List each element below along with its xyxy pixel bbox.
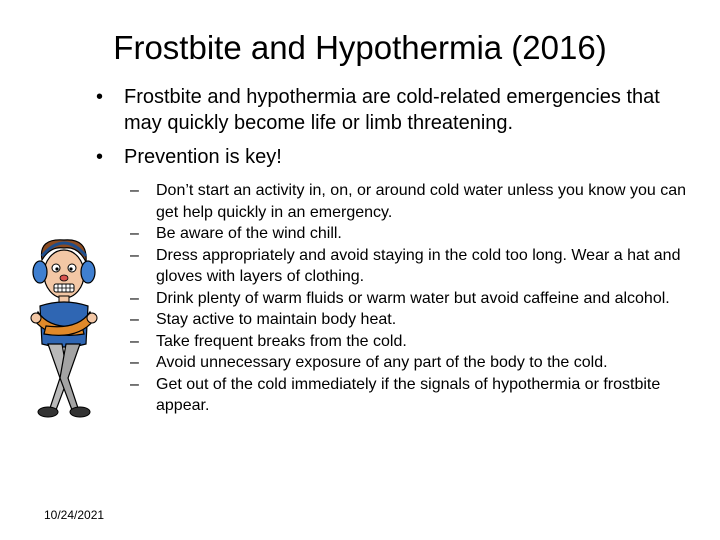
- sub-bullet-text: Don’t start an activity in, on, or around cold water unless you know you can get help quickly in an emergency.: [156, 182, 687, 221]
- bullet-item: [90, 144, 690, 170]
- sub-bullet-item: [130, 309, 690, 331]
- sub-bullet-text: Take frequent breaks from the cold.: [156, 332, 407, 350]
- shivering-man-icon: [20, 232, 110, 422]
- sub-bullet-item: [130, 288, 690, 310]
- bullet-item: [90, 84, 690, 136]
- sub-bullet-text: Avoid unnecessary exposure of any part of the body to the cold.: [156, 354, 608, 371]
- bullet-mark: •: [96, 86, 104, 108]
- sub-bullet-text: Be aware of the wind chill.: [156, 225, 342, 242]
- sub-bullet-item: [130, 223, 690, 245]
- bullet-mark: •: [96, 146, 104, 168]
- sub-bullet-text: Dress appropriately and avoid staying in the cold too long. Wear a hat and gloves with layers of clothing.: [156, 246, 681, 285]
- sub-bullet-text: Get out of the cold immediately if the signals of hypothermia or frostbite appear.: [156, 375, 661, 414]
- dash-mark: –: [130, 375, 139, 393]
- sub-bullet-item: [130, 180, 690, 223]
- slide-date: 10/24/2021: [44, 508, 105, 522]
- dash-mark: –: [130, 246, 139, 264]
- dash-mark: –: [130, 332, 139, 350]
- bullet-text: Frostbite and hypothermia are cold-related emergencies that may quickly become life or limb threatening.: [124, 86, 660, 134]
- sub-bullet-item: [130, 331, 690, 353]
- sub-bullet-item: [130, 245, 690, 288]
- bullet-list: [90, 84, 690, 178]
- dash-mark: –: [130, 182, 139, 199]
- dash-mark: –: [130, 289, 139, 307]
- sub-bullet-text: Drink plenty of warm fluids or warm water but avoid caffeine and alcohol.: [156, 289, 670, 307]
- sub-bullet-list: [130, 180, 690, 417]
- sub-bullet-item: [130, 352, 690, 374]
- slide-title: Frostbite and Hypothermia (2016): [113, 29, 607, 66]
- dash-mark: –: [130, 354, 139, 371]
- bullet-text: Prevention is key!: [124, 146, 282, 168]
- sub-bullet-text: Stay active to maintain body heat.: [156, 311, 397, 328]
- sub-bullet-item: [130, 374, 690, 417]
- dash-mark: –: [130, 311, 139, 328]
- dash-mark: –: [130, 225, 139, 242]
